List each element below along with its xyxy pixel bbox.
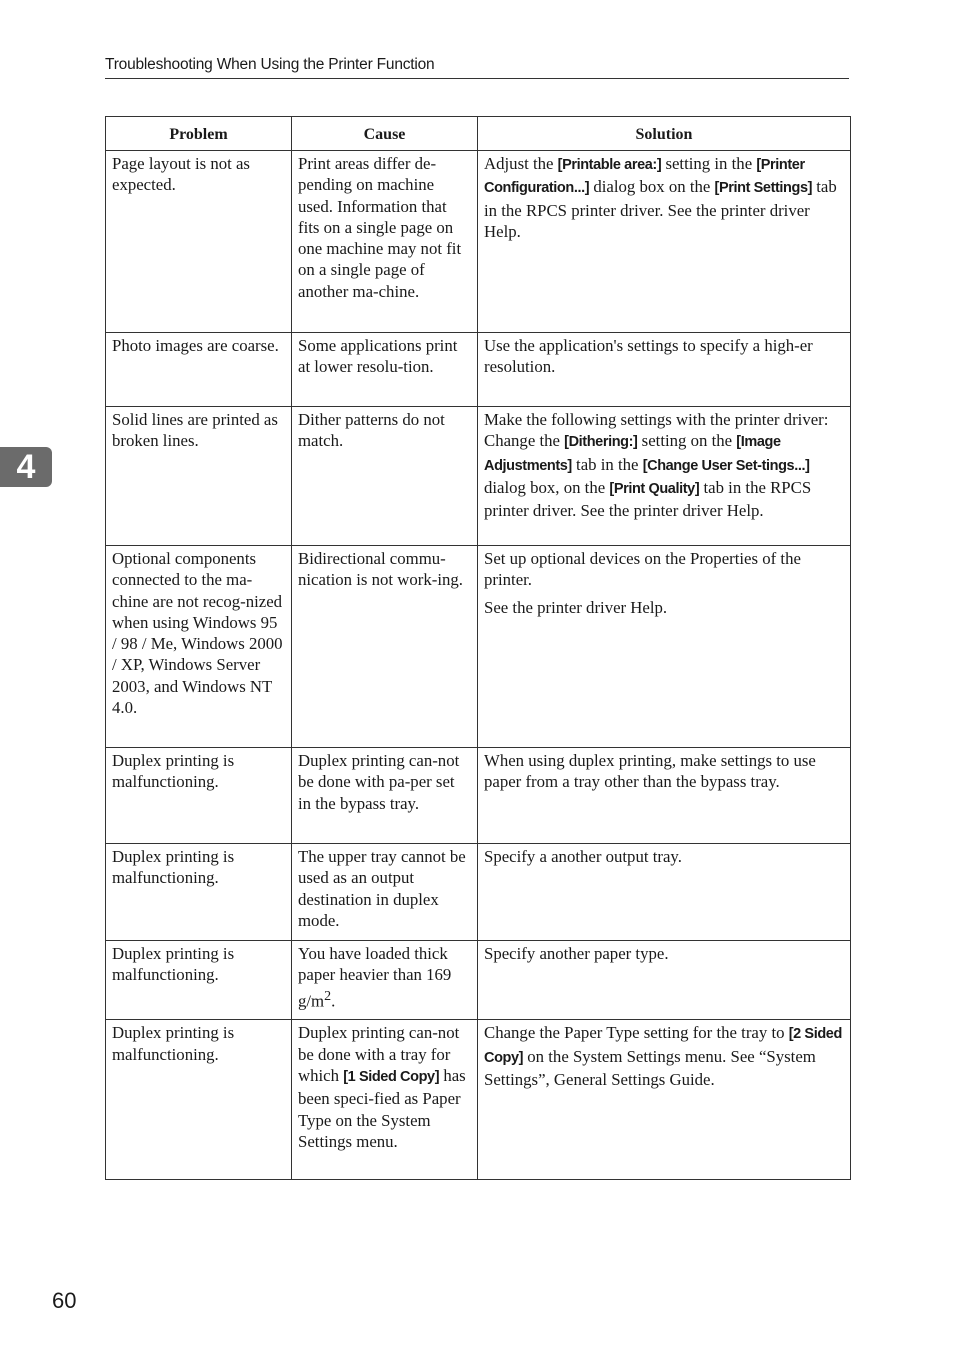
setting-name: [1 Sided Copy] <box>343 1069 440 1086</box>
solution-cell <box>478 1020 851 1180</box>
solution-text: Use the application's settings to specify a high-er resolution. <box>484 336 813 377</box>
setting-name: [Dithering:] <box>564 434 638 451</box>
problem-cell: Duplex printing is malfunctioning. <box>106 1020 292 1180</box>
solution-text: Adjust the <box>484 154 558 173</box>
table-row <box>106 546 851 748</box>
solution-note: See the printer driver Help. <box>484 597 668 617</box>
setting-name: [Print Quality] <box>609 480 700 497</box>
setting-name: [Image Adjustments] <box>484 434 781 474</box>
table-row <box>106 407 851 546</box>
table-header-row <box>106 117 851 151</box>
problem-cell: Page layout is not as expected. <box>106 151 292 333</box>
solution-text: dialog box, on the <box>484 477 610 497</box>
page-number: 60 <box>52 1288 77 1313</box>
cause-text: You have loaded thick paper heavier than 169 g/m <box>298 944 452 1011</box>
cause-cell <box>292 1020 478 1180</box>
troubleshooting-table <box>105 116 851 1180</box>
solution-text: setting in the <box>661 154 757 173</box>
problem-cell: Solid lines are printed as broken lines. <box>106 407 292 546</box>
problem-cell: Duplex printing is malfunctioning. <box>106 844 292 941</box>
chapter-tab: 4 <box>0 447 52 487</box>
solution-cell <box>478 333 851 407</box>
solution-text: setting on the <box>637 431 737 451</box>
cause-cell: Print areas differ de-pending on machine used. Information that fits on a single page on one machine may not fit on a single page of another ma-chine. <box>292 151 478 333</box>
cause-cell: Some applications print at lower resolu-tion. <box>292 333 478 407</box>
problem-cell: Optional components connected to the ma-chine are not recog-nized when using Windows 95 / 98 / Me, Windows 2000 / XP, Windows Server 2003, and Windows NT 4.0. <box>106 546 292 748</box>
solution-text: Set up optional devices on the Properties of the printer. <box>484 549 801 590</box>
solution-cell <box>478 748 851 844</box>
solution-text: dialog box on the <box>589 177 715 197</box>
setting-name: [2 Sided Copy] <box>484 1026 842 1066</box>
solution-text: tab in the RPCS printer driver. See the printer driver Help. <box>484 477 812 521</box>
table-row <box>106 748 851 844</box>
column-header-solution: Solution <box>478 117 851 151</box>
superscript: 2 <box>324 988 332 1004</box>
header-rule <box>105 78 849 79</box>
column-header-cause: Cause <box>292 117 478 151</box>
solution-cell <box>478 546 851 748</box>
solution-cell <box>478 151 851 333</box>
setting-name: [Print Settings] <box>714 180 813 197</box>
solution-text: Specify another paper type. <box>484 944 669 963</box>
cause-text: has been speci-fied as Paper Type on the System Settings menu. <box>298 1066 466 1151</box>
problem-cell: Photo images are coarse. <box>106 333 292 407</box>
cause-cell: Dither patterns do not match. <box>292 407 478 546</box>
table-row <box>106 1020 851 1180</box>
solution-cell <box>478 844 851 941</box>
column-header-problem: Problem <box>106 117 292 151</box>
cause-text: Duplex printing can-not be done with a tray for which <box>298 1023 460 1086</box>
solution-text: Change the Paper Type setting for the tray to <box>484 1023 789 1043</box>
setting-name: [Change User Set-tings...] <box>642 457 810 474</box>
table-row <box>106 941 851 1020</box>
cause-cell <box>292 941 478 1020</box>
cause-cell: The upper tray cannot be used as an output destination in duplex mode. <box>292 844 478 941</box>
table-row <box>106 151 851 333</box>
problem-cell: Duplex printing is malfunctioning. <box>106 941 292 1020</box>
solution-text: on the System Settings menu. See “System Settings”, General Settings Guide. <box>484 1046 816 1090</box>
setting-name: [Printable area:] <box>557 157 662 173</box>
solution-text: tab in the RPCS printer driver. See the printer driver Help. <box>484 177 837 241</box>
solution-text: When using duplex printing, make settings to use paper from a tray other than the bypass tray. <box>484 751 816 792</box>
table-row <box>106 844 851 941</box>
solution-text: Make the following settings with the printer driver: Change the <box>484 410 829 451</box>
setting-name: [Printer Configuration...] <box>484 157 805 197</box>
problem-cell: Duplex printing is malfunctioning. <box>106 748 292 844</box>
table-row <box>106 333 851 407</box>
cause-text: . <box>331 991 336 1011</box>
solution-cell <box>478 407 851 546</box>
solution-text: Specify a another output tray. <box>484 847 682 866</box>
solution-cell <box>478 941 851 1020</box>
solution-text: tab in the <box>571 454 643 474</box>
cause-cell: Bidirectional commu-nication is not work-ing. <box>292 546 478 748</box>
running-title: Troubleshooting When Using the Printer Function <box>105 56 435 73</box>
cause-cell: Duplex printing can-not be done with pa-per set in the bypass tray. <box>292 748 478 844</box>
